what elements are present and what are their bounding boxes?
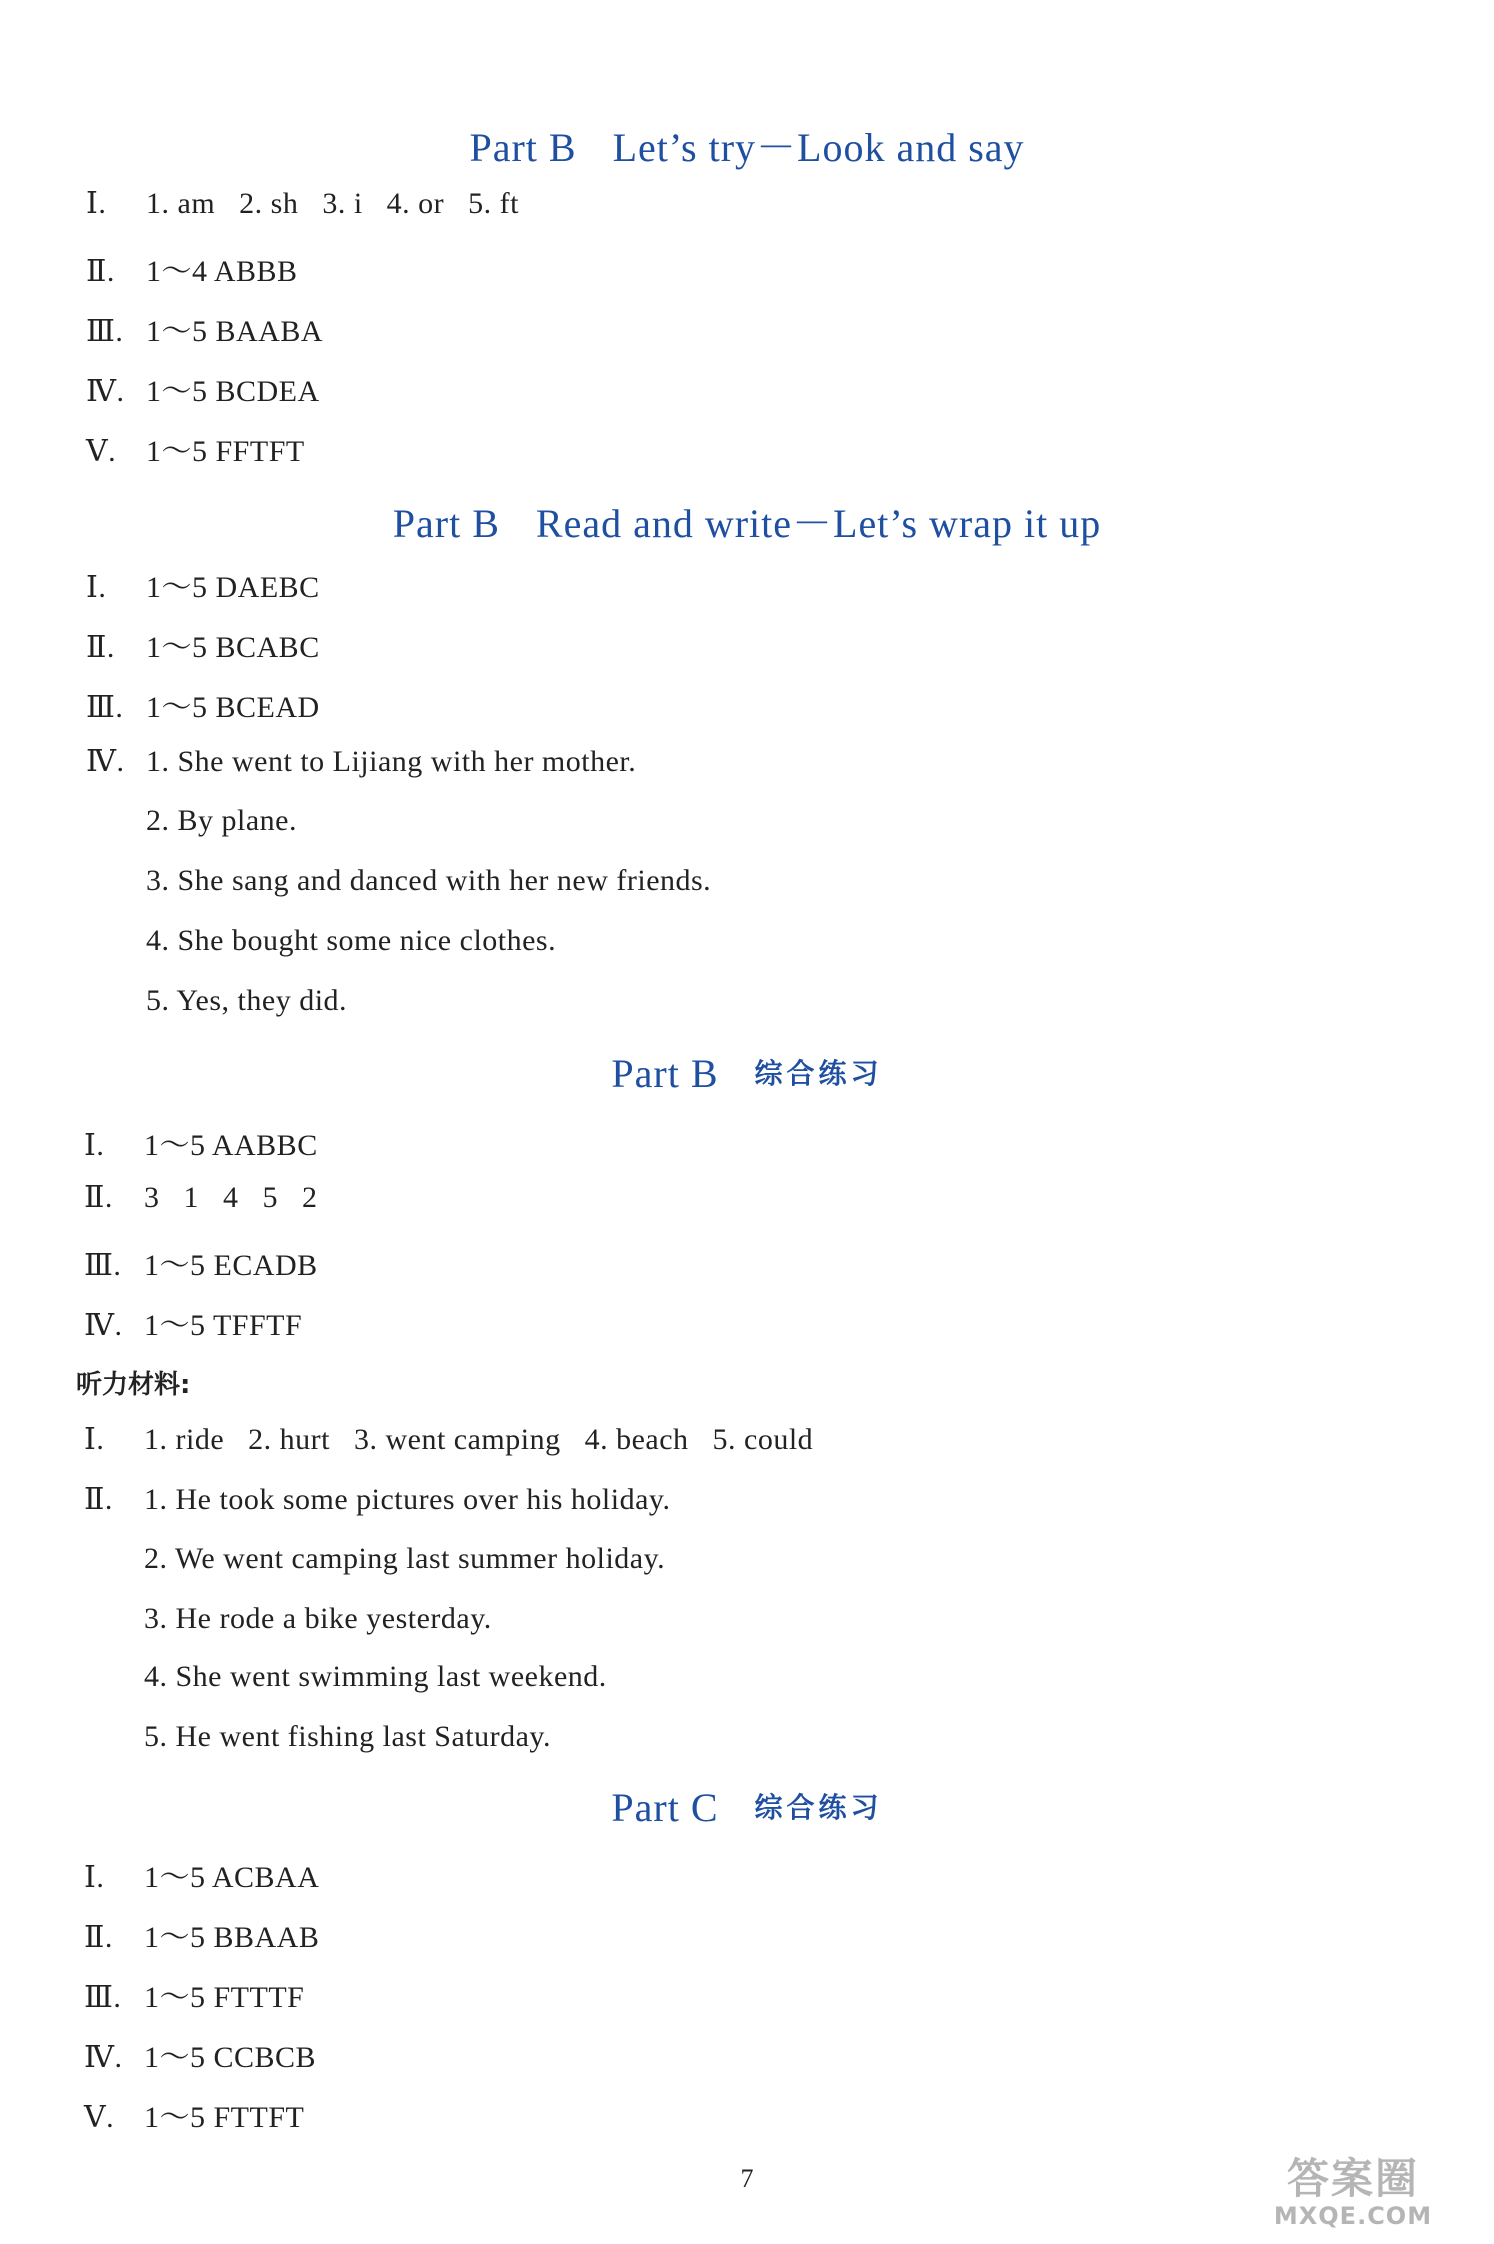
section-heading	[0, 492, 1494, 549]
answer-line: 5. Yes, they did.	[146, 984, 348, 1017]
watermark-logo: 答案圈	[1286, 2154, 1419, 2203]
answer-line: 3. He rode a bike yesterday.	[144, 1602, 492, 1635]
listening-label: 听力材料:	[76, 1370, 191, 1400]
answer-line: 5. He went fishing last Saturday.	[144, 1720, 551, 1753]
answer-line: 2. By plane.	[146, 804, 297, 837]
answer-line: Ⅴ. 1～5 FFTFT	[86, 435, 305, 468]
section-heading	[0, 1784, 1494, 1831]
answer-line: Ⅱ. 1～5 BBAAB	[84, 1921, 320, 1954]
answer-line: Ⅱ. 3 1 4 5 2	[84, 1181, 318, 1214]
answer-line: Ⅰ. 1. am 2. sh 3. i 4. or 5. ft	[86, 187, 519, 220]
answer-line: 3. She sang and danced with her new friends.	[146, 864, 712, 897]
section-title: 综合练习	[754, 1791, 883, 1824]
answer-line: Ⅱ. 1. He took some pictures over his holiday.	[84, 1483, 671, 1516]
answer-line: Ⅲ. 1～5 BCEAD	[86, 691, 320, 724]
watermark-site: MXQE.COM	[1273, 2202, 1433, 2230]
section-title: Read and write－Let’s wrap it up	[535, 501, 1102, 546]
answer-line: Ⅲ. 1～5 FTTTF	[84, 1981, 305, 2014]
section-heading	[0, 116, 1494, 173]
answer-line: 4. She went swimming last weekend.	[144, 1660, 607, 1693]
section-title: 综合练习	[754, 1057, 883, 1090]
answer-line: Ⅳ. 1～5 TFFTF	[84, 1309, 303, 1342]
answer-line: Ⅰ. 1～5 ACBAA	[84, 1861, 320, 1894]
watermark	[1228, 2156, 1478, 2234]
section-title: Let’s try－Look and say	[612, 125, 1025, 170]
section-heading	[0, 1050, 1494, 1097]
answer-line: Ⅳ. 1～5 CCBCB	[84, 2041, 317, 2074]
section-part: Part B	[611, 1051, 719, 1096]
answer-line: Ⅰ. 1～5 AABBC	[84, 1129, 318, 1162]
answer-line: Ⅲ. 1～5 ECADB	[84, 1249, 318, 1282]
answer-line: Ⅳ. 1. She went to Lijiang with her mother.	[86, 745, 637, 778]
answer-line: Ⅱ. 1～5 BCABC	[86, 631, 320, 664]
answer-line: Ⅰ. 1. ride 2. hurt 3. went camping 4. beach 5. could	[84, 1423, 814, 1456]
answer-line: Ⅲ. 1～5 BAABA	[86, 315, 324, 348]
answer-line: Ⅰ. 1～5 DAEBC	[86, 571, 320, 604]
answer-line: Ⅴ. 1～5 FTTFT	[84, 2101, 305, 2134]
answer-line: Ⅱ. 1～4 ABBB	[86, 255, 298, 288]
page-number: 7	[740, 2164, 754, 2193]
section-part: Part C	[611, 1785, 719, 1830]
answer-line: Ⅳ. 1～5 BCDEA	[86, 375, 320, 408]
answer-line: 4. She bought some nice clothes.	[146, 924, 557, 957]
section-part: Part B	[392, 501, 500, 546]
answer-line: 2. We went camping last summer holiday.	[144, 1542, 666, 1575]
section-part: Part B	[469, 125, 577, 170]
